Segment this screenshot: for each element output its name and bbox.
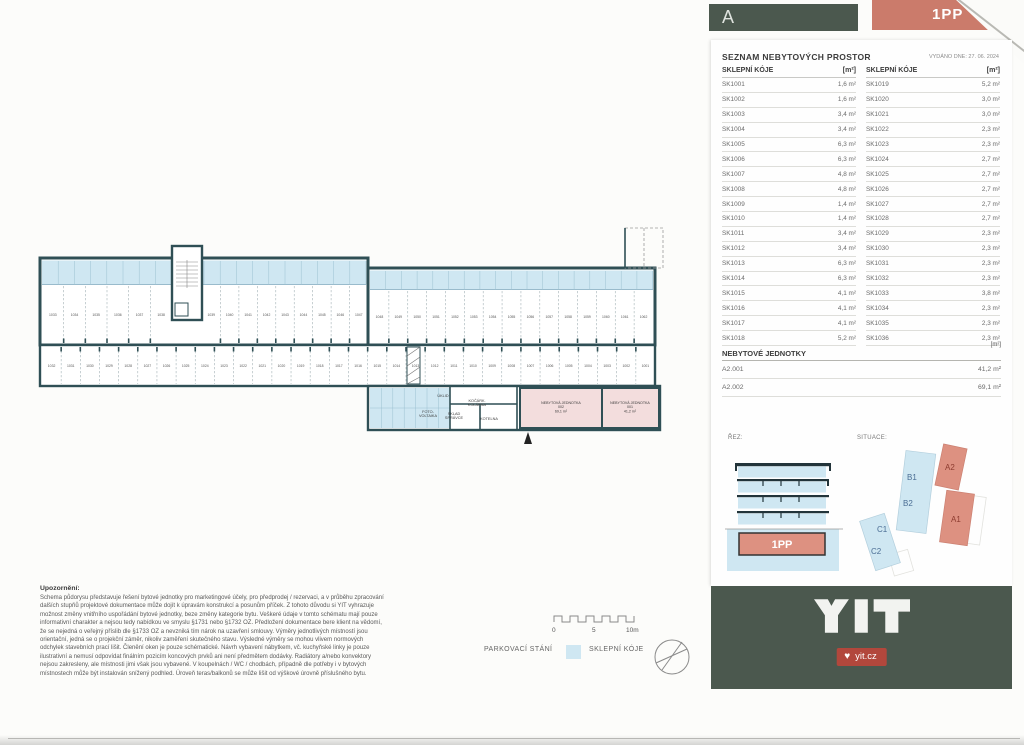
parking-number: 1004: [584, 364, 592, 368]
nonres-rows: [722, 361, 1001, 397]
table-row: SK1035 2,3 m²: [866, 316, 1000, 331]
parking-number: 1059: [583, 315, 591, 319]
room-label: KOČÁRK. KOLÁRNA: [467, 399, 487, 407]
situace-label-a2: A2: [945, 463, 955, 472]
parking-number: 1016: [354, 364, 362, 368]
parking-number: 1008: [507, 364, 516, 368]
table-row: SK1034 2,3 m²: [866, 301, 1000, 316]
table-row: SK1026 2,7 m²: [866, 182, 1000, 197]
table-row: SK1031 2,3 m²: [866, 257, 1000, 272]
situace-label-b2: B2: [903, 499, 913, 508]
table-row: SK1005 6,3 m²: [722, 138, 856, 153]
table-row: SK1025 2,7 m²: [866, 167, 1000, 182]
badge-text: yit.cz: [855, 651, 877, 662]
table-row: SK1011 3,4 m²: [722, 227, 856, 242]
floor-plan-drawing: [25, 216, 705, 468]
room-label: KOTELNA: [480, 417, 498, 421]
parking-number: 1022: [239, 364, 247, 368]
table-row: SK1032 2,3 m²: [866, 272, 1000, 287]
parking-number: 1009: [488, 364, 496, 368]
parking-number: 1061: [620, 315, 629, 319]
parking-number: 1017: [335, 364, 343, 368]
table-row: SK1021 3,0 m²: [866, 108, 1000, 123]
issued-date: [929, 54, 999, 60]
building-letter-box: [709, 4, 858, 31]
brand-footer: [711, 586, 1012, 689]
parking-number: 1045: [318, 313, 326, 317]
room-label: FOTO-VOLTAIKA: [418, 410, 438, 418]
parking-number: 1062: [639, 315, 648, 319]
parking-number: 1046: [336, 313, 345, 317]
parking-number: 1039: [207, 313, 215, 317]
column-header-unit: [m²]: [986, 67, 1000, 74]
table-row: SK1022 2,3 m²: [866, 123, 1000, 138]
parking-number: 1036: [114, 313, 122, 317]
column-header: [866, 67, 1000, 78]
parking-number: 1047: [355, 313, 363, 317]
situace-label-a1: A1: [951, 515, 961, 524]
table-row: SK1016 4,1 m²: [722, 301, 856, 316]
section-floor-text: 1PP: [771, 539, 793, 551]
table-row: SK1013 6,3 m²: [722, 257, 856, 272]
parking-number: 1041: [244, 313, 252, 317]
nonres-unit-header: [m²]: [990, 342, 1001, 348]
parking-number: 1010: [469, 364, 477, 368]
parking-number: 1003: [603, 364, 611, 368]
parking-number: 1056: [526, 315, 535, 319]
parking-number: 1012: [430, 364, 439, 368]
heart-icon: ♥: [844, 650, 851, 662]
yit-logo: [814, 599, 910, 633]
scale-zero: 0: [552, 627, 556, 634]
room-label: SKLAD SPRÁVCE: [444, 412, 464, 420]
table-row: SK1023 2,3 m²: [866, 138, 1000, 153]
table-row: SK1002 1,6 m²: [722, 93, 856, 108]
room-label: ÚKLID: [437, 394, 449, 398]
yit-cz-badge: [836, 648, 887, 666]
table-row: SK1033 3,8 m²: [866, 286, 1000, 301]
situace-label-b1: B1: [907, 473, 917, 482]
site-situation-diagram: [849, 440, 1001, 580]
table-row: SK1036 2,3 m²: [866, 331, 1000, 346]
table-row: SK1008 4,8 m²: [722, 182, 856, 197]
table-row: SK1010 1,4 m²: [722, 212, 856, 227]
nonres-header: NEBYTOVÉ JEDNOTKY: [722, 349, 1001, 361]
parking-number: 1055: [507, 315, 516, 319]
parking-number: 1051: [432, 315, 440, 319]
parking-number: 1001: [641, 364, 650, 368]
table-row: SK1017 4,1 m²: [722, 316, 856, 331]
parking-number: 1054: [488, 315, 497, 319]
parking-number: 1018: [315, 364, 324, 368]
parking-number: 1006: [545, 364, 554, 368]
table-row: SK1024 2,7 m²: [866, 152, 1000, 167]
issued-value: 27. 06. 2024: [968, 54, 999, 60]
table-row: SK1003 3,4 m²: [722, 108, 856, 123]
situace-label-c1: C1: [877, 525, 888, 534]
scan-shadow: [0, 735, 1024, 745]
building-letter: A: [722, 7, 735, 27]
parking-number: 1002: [622, 364, 631, 368]
table-row: SK1027 2,7 m²: [866, 197, 1000, 212]
parking-number: 1057: [545, 315, 554, 319]
parking-number: 1034: [70, 313, 79, 317]
parking-number: 1049: [394, 315, 403, 319]
parking-number: 1005: [565, 364, 573, 368]
parking-number: 1028: [124, 364, 132, 368]
table-row: SK1015 4,1 m²: [722, 286, 856, 301]
parking-number: 1050: [413, 315, 421, 319]
column-rows: [722, 78, 856, 346]
parking-number: 1011: [450, 364, 458, 368]
column-header: [722, 67, 856, 78]
disclaimer: [40, 585, 384, 678]
parking-number: 1032: [47, 364, 56, 368]
table-row: SK1006 6,3 m²: [722, 152, 856, 167]
table-row: SK1009 1,4 m²: [722, 197, 856, 212]
nonresidential-table: [722, 342, 1001, 397]
parking-number: 1007: [526, 364, 535, 368]
list-title: SEZNAM NEBYTOVÝCH PROSTOR: [722, 52, 871, 62]
north-compass-icon: [651, 636, 693, 678]
parking-number: 1024: [201, 364, 209, 368]
legend-cellar-label: SKLEPNÍ KÓJE: [589, 646, 644, 653]
table-row: SK1001 1,6 m²: [722, 78, 856, 93]
table-row: A2.002 69,1 m²: [722, 379, 1001, 397]
legend-cellar-swatch: [566, 645, 581, 659]
parking-number: 1025: [181, 364, 190, 368]
parking-number: 1033: [49, 313, 57, 317]
parking-number: 1014: [392, 364, 401, 368]
parking-number: 1023: [220, 364, 228, 368]
section-label: ŘEZ:: [728, 435, 743, 441]
parking-number: 1013: [411, 364, 420, 368]
parking-number: 1037: [135, 313, 144, 317]
parking-number: 1029: [105, 364, 113, 368]
table-row: SK1007 4,8 m²: [722, 167, 856, 182]
parking-number: 1019: [296, 364, 305, 368]
table-row: SK1012 3,4 m²: [722, 242, 856, 257]
parking-number: 1058: [564, 315, 572, 319]
cellar-column-1: [722, 67, 856, 346]
parking-number: 1043: [281, 313, 289, 317]
situace-building-b: [896, 450, 936, 533]
parking-number: 1052: [451, 315, 459, 319]
floor-label: 1PP: [932, 6, 964, 23]
building-section-diagram: [725, 447, 845, 577]
cellar-table: [722, 67, 1001, 346]
table-row: SK1020 3,0 m²: [866, 93, 1000, 108]
cellar-column-2: [866, 67, 1000, 346]
parking-number: 1042: [262, 313, 271, 317]
parking-number: 1020: [277, 364, 286, 368]
disclaimer-body: Schema půdorysu představuje řešení bytové jednotky pro marketingové účely, pro předprodej / rezervaci, a v průběhu zpracování dalších stupňů projektové dokumentace může dojít k úpravám konstrukcí a posunům příček. Z tohoto důvodu si YIT vyhrazuje možnost změny vnitřního uspořádání bytové jednotky, beze změny kategorie bytu. Veškeré údaje v tomto schématu mají pouze informativní charakter a nejsou tedy nabídkou ve smyslu §1731 nebo §1732 OZ. Předložení dokumentace bere klient na vědomí, že se nejedná o veřejný příslib dle §1733 OZ a nevzniká tím nárok na uzavření smlouvy. Výměry jednotlivých místností jsou orientační, jedná se o projekční záměr, nikoliv zaměření skutečného stavu. Výsledné výměry se mohou vlivem normových odchylek stavebních prací lišit. Členění oken je pouze schématické. Návrh vybavení nábytkem, vč. kuchyňské linky je pouze ilustrativní a nemusí odpovídat finálním pozicím koncových prvků ani není předmětem dodávky. Radiátory a/nebo konvektory nejsou zakresleny, ale místnosti jimi však jsou vybavené. V koupelnách / WC / chodbách, případně dle potřeby i v bytových místnostech může být instalován snížený podhled. Úroveň teras/balkonů se může lišit od výškové úrovně příslušného bytu.: [40, 595, 384, 677]
scale-bar: [552, 608, 652, 638]
situation-label: SITUACE:: [857, 435, 888, 441]
table-row: A2.001 41,2 m²: [722, 361, 1001, 379]
parking-number: 1030: [86, 364, 94, 368]
scale-five: 5: [592, 627, 596, 634]
scale-ten: 10m: [626, 627, 639, 634]
north-arrow: [524, 432, 532, 444]
table-row: SK1004 3,4 m²: [722, 123, 856, 138]
legend-parking-label: PARKOVACÍ STÁNÍ: [484, 646, 553, 653]
table-row: SK1014 6,3 m²: [722, 272, 856, 287]
parking-number: 1053: [469, 315, 478, 319]
column-header-unit: [m²]: [842, 67, 856, 74]
table-row: SK1030 2,3 m²: [866, 242, 1000, 257]
parking-number: 1015: [373, 364, 382, 368]
table-row: SK1018 5,2 m²: [722, 331, 856, 346]
unit-label: NEBYTOVÁ JEDNOTKA 001 41,2 m²: [610, 401, 650, 414]
parking-number: 1031: [66, 364, 75, 368]
spaces-list-card: [711, 40, 1012, 586]
situace-building-c: [860, 513, 901, 570]
unit-label: NEBYTOVÁ JEDNOTKA 002 69,1 m²: [541, 401, 581, 414]
parking-number: 1038: [157, 313, 165, 317]
column-header-label: SKLEPNÍ KÓJE: [722, 67, 774, 74]
garage-lower-band: [40, 345, 655, 386]
column-rows: [866, 78, 1000, 346]
parking-number: 1035: [92, 313, 100, 317]
column-header-label: SKLEPNÍ KÓJE: [866, 67, 918, 74]
parking-number: 1048: [375, 315, 384, 319]
parking-number: 1026: [162, 364, 171, 368]
stair-core: [172, 246, 202, 320]
table-row: SK1029 2,3 m²: [866, 227, 1000, 242]
situace-label-c2: C2: [871, 547, 882, 556]
issued-label: VYDÁNO DNE:: [928, 54, 967, 60]
table-row: SK1028 2,7 m²: [866, 212, 1000, 227]
parking-number: 1021: [258, 364, 267, 368]
table-row: SK1019 5,2 m²: [866, 78, 1000, 93]
parking-number: 1044: [299, 313, 308, 317]
disclaimer-heading: Upozornění:: [40, 585, 80, 592]
parking-number: 1040: [225, 313, 234, 317]
parking-number: 1060: [602, 315, 610, 319]
parking-number: 1027: [143, 364, 152, 368]
